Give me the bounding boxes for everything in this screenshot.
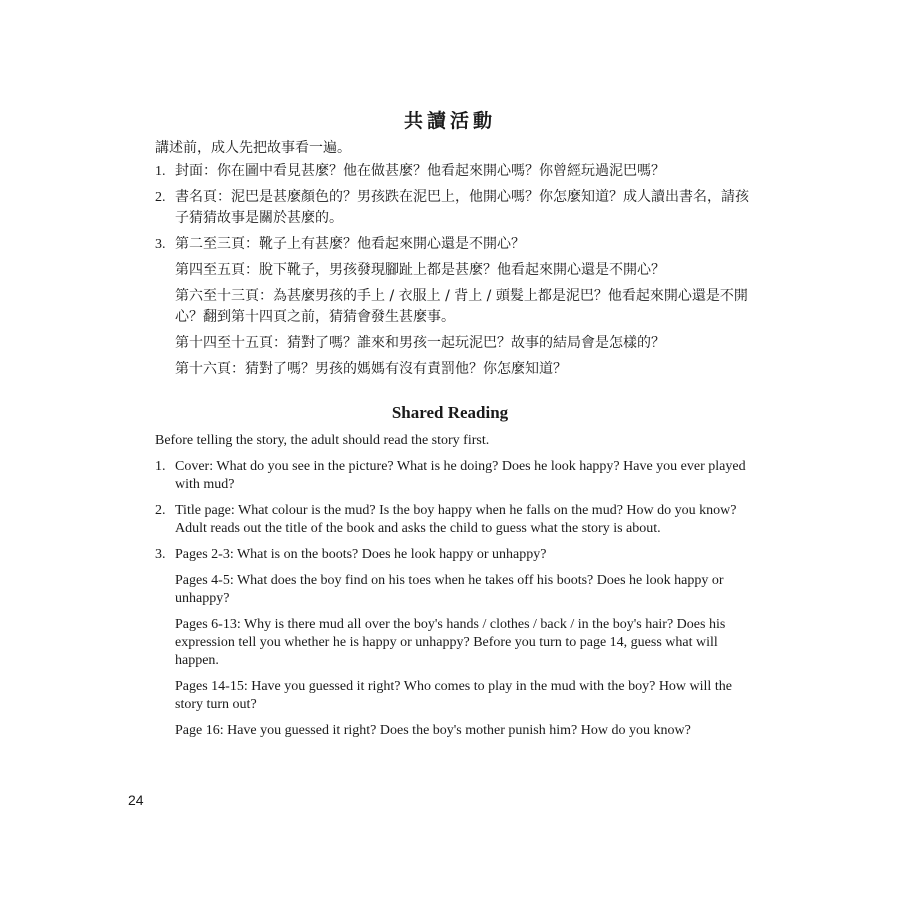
item-text: Pages 2-3: What is on the boots? Does he look happy or unhappy? bbox=[175, 547, 547, 562]
item-number: 2. bbox=[155, 503, 166, 518]
chinese-intro: 講述前，成人先把故事看一遍。 bbox=[155, 140, 351, 156]
english-section-title: Shared Reading bbox=[391, 403, 509, 422]
english-question-list bbox=[155, 458, 750, 748]
list-item bbox=[155, 234, 755, 255]
sub-item: 第四至五頁：脫下靴子，男孩發現腳趾上都是甚麼？他看起來開心還是不開心？ bbox=[175, 262, 665, 278]
list-item bbox=[155, 458, 750, 494]
sub-item: 第十四至十五頁：猜對了嗎？誰來和男孩一起玩泥巴？故事的結局會是怎樣的？ bbox=[175, 335, 665, 351]
list-item bbox=[155, 161, 755, 182]
item-text: 書名頁：泥巴是甚麼顏色的？男孩跌在泥巴上，他開心嗎？你怎麼知道？成人讀出書名，請孩子猜猜故事是關於甚麼的。 bbox=[175, 189, 749, 226]
list-item bbox=[155, 546, 750, 564]
sub-item: Page 16: Have you guessed it right? Does the boy's mother punish him? How do you know? bbox=[175, 723, 691, 738]
sub-item: 第十六頁：猜對了嗎？男孩的媽媽有沒有責罰他？你怎麼知道？ bbox=[175, 361, 567, 377]
sub-item: Pages 4-5: What does the boy find on his toes when he takes off his boots? Does he look happy or unhappy? bbox=[175, 573, 724, 606]
item-number: 1. bbox=[155, 164, 166, 179]
chinese-question-list bbox=[155, 161, 755, 385]
page-number: 24 bbox=[128, 792, 144, 808]
item-number: 3. bbox=[155, 547, 166, 562]
sub-item: 第六至十三頁：為甚麼男孩的手上 / 衣服上 / 背上 / 頭髮上都是泥巴？他看起來開心還是不開心？翻到第十四頁之前，猜猜會發生甚麼事。 bbox=[175, 288, 748, 325]
list-item bbox=[155, 502, 750, 538]
item-text: Title page: What colour is the mud? Is the boy happy when he falls on the mud? How do you know? Adult reads out the title of the book and asks the child to guess what the story is about. bbox=[175, 503, 737, 536]
item-number: 1. bbox=[155, 459, 166, 474]
chinese-section-title: 共讀活動 bbox=[403, 110, 496, 132]
item-text: Cover: What do you see in the picture? What is he doing? Does he look happy? Have you ever played with mud? bbox=[175, 459, 746, 492]
item-text: 封面：你在圖中看見甚麼？他在做甚麼？他看起來開心嗎？你曾經玩過泥巴嗎？ bbox=[175, 163, 665, 179]
item-text: 第二至三頁：靴子上有甚麼？他看起來開心還是不開心？ bbox=[175, 236, 525, 252]
sub-item: Pages 6-13: Why is there mud all over the boy's hands / clothes / back / in the boy's hair? Does his expression tell you whether he is happy or unhappy? Before you turn to page 14, guess what will happen. bbox=[175, 617, 726, 668]
item-number: 3. bbox=[155, 237, 166, 252]
english-intro: Before telling the story, the adult should read the story first. bbox=[155, 433, 490, 448]
sub-item: Pages 14-15: Have you guessed it right? Who comes to play in the mud with the boy? How will the story turn out? bbox=[175, 679, 732, 712]
list-item bbox=[155, 187, 755, 229]
item-number: 2. bbox=[155, 190, 166, 205]
